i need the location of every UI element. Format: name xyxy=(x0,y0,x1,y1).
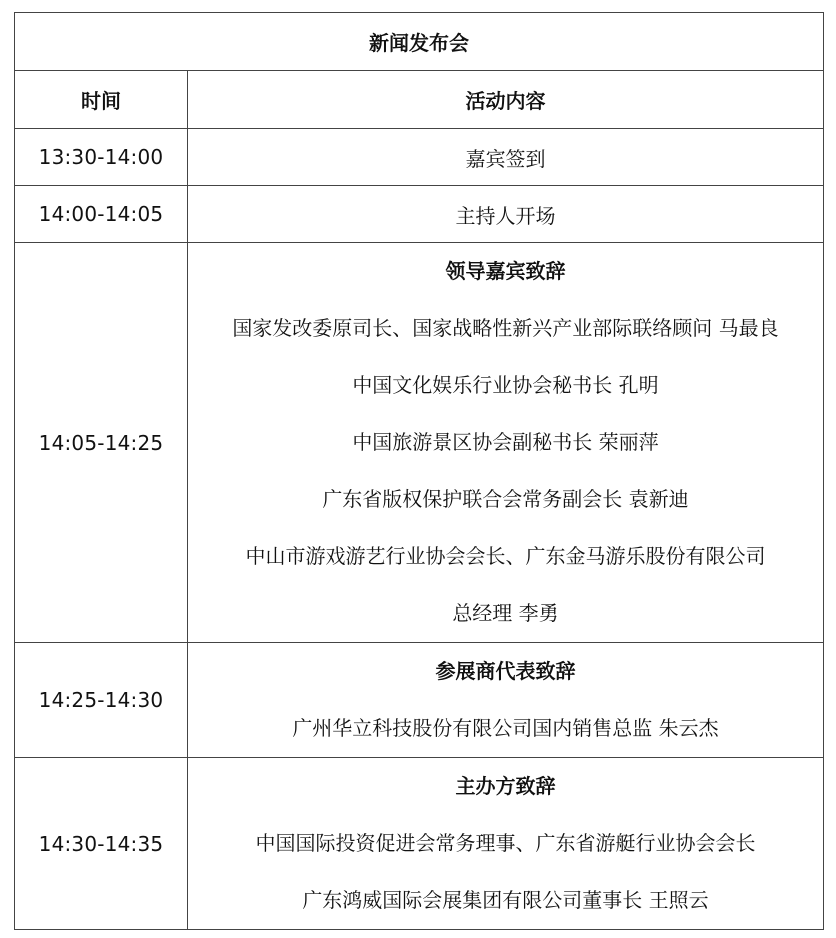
speaker-line: 中山市游戏游艺行业协会会长、广东金马游乐股份有限公司 xyxy=(245,544,766,568)
header-row xyxy=(15,71,824,129)
speaker-line: 中国旅游景区协会副秘书长 荣丽萍 xyxy=(352,430,659,454)
time-cell: 14:30-14:35 xyxy=(15,758,188,930)
table-row xyxy=(15,243,824,643)
speaker-line: 总经理 李勇 xyxy=(452,601,559,625)
speaker-line: 广东省版权保护联合会常务副会长 袁新迪 xyxy=(322,487,689,511)
table-row xyxy=(15,186,824,243)
time-cell: 14:00-14:05 xyxy=(15,186,188,243)
content-cell: 嘉宾签到 xyxy=(188,129,824,186)
content-cell: 主持人开场 xyxy=(188,186,824,243)
table-title: 新闻发布会 xyxy=(15,13,824,71)
speaker-line: 广东鸿威国际会展集团有限公司董事长 王照云 xyxy=(302,888,709,912)
content-cell xyxy=(188,243,824,643)
section-heading: 领导嘉宾致辞 xyxy=(445,259,566,283)
time-cell: 14:05-14:25 xyxy=(15,243,188,643)
content-cell xyxy=(188,758,824,930)
table-row xyxy=(15,758,824,930)
header-time: 时间 xyxy=(15,71,188,129)
time-cell: 14:25-14:30 xyxy=(15,643,188,758)
speaker-line: 中国国际投资促进会常务理事、广东省游艇行业协会会长 xyxy=(255,831,756,855)
header-content: 活动内容 xyxy=(188,71,824,129)
speaker-line: 国家发改委原司长、国家战略性新兴产业部际联络顾问 马最良 xyxy=(232,316,779,340)
speaker-line: 广州华立科技股份有限公司国内销售总监 朱云杰 xyxy=(292,716,719,740)
section-heading: 参展商代表致辞 xyxy=(435,659,576,683)
table-row xyxy=(15,643,824,758)
content-cell xyxy=(188,643,824,758)
section-heading: 主办方致辞 xyxy=(455,774,556,798)
time-cell: 13:30-14:00 xyxy=(15,129,188,186)
title-row xyxy=(15,13,824,71)
schedule-table xyxy=(14,12,824,930)
speaker-line: 中国文化娱乐行业协会秘书长 孔明 xyxy=(352,373,659,397)
table-row xyxy=(15,129,824,186)
